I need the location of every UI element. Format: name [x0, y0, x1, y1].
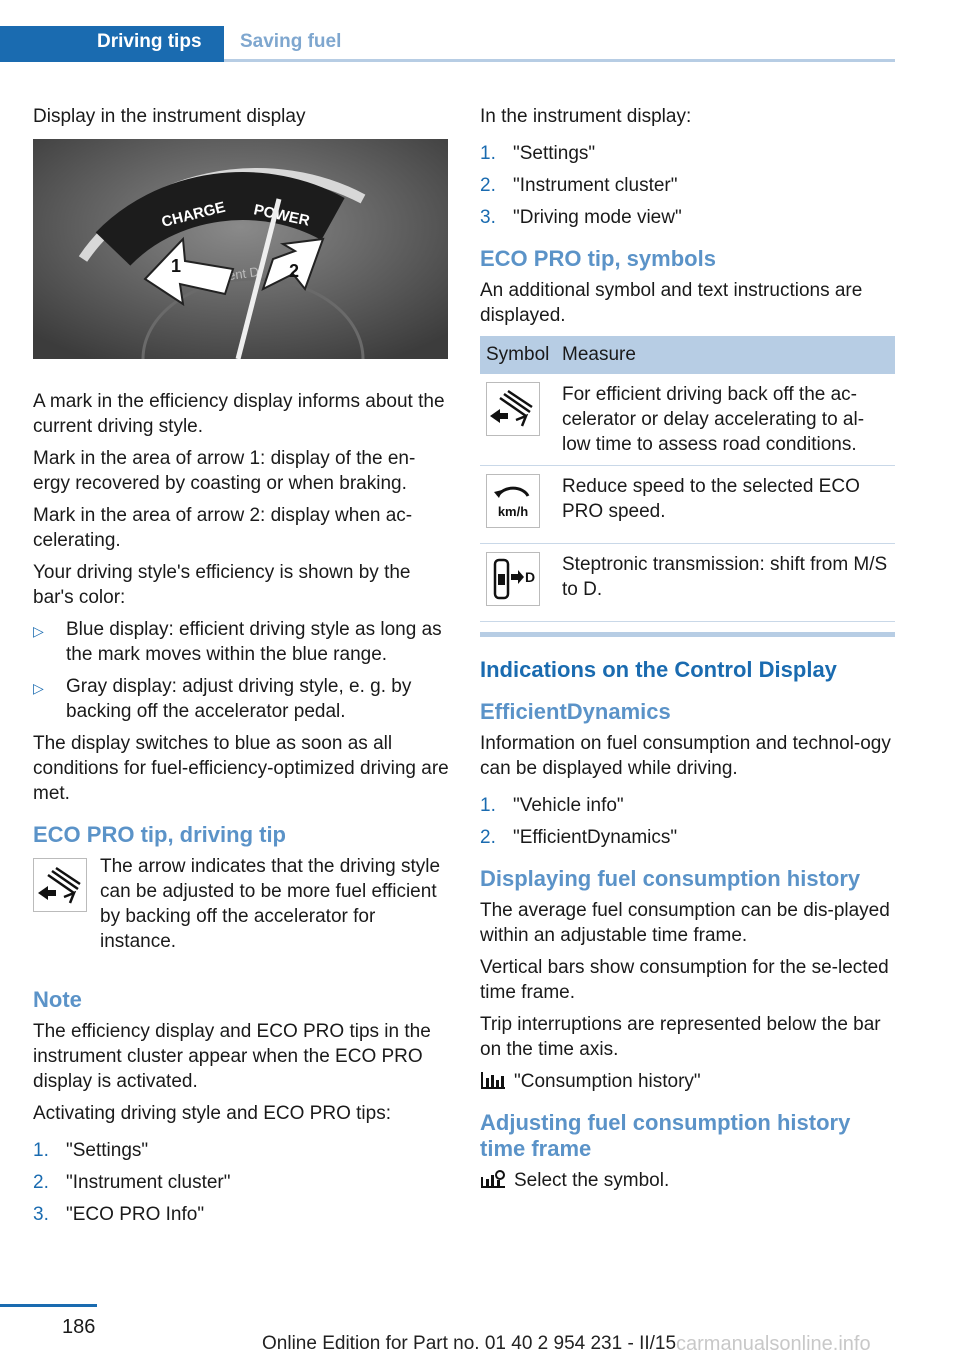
table-cell-measure: Steptronic transmission: shift from M/S to D.	[556, 544, 895, 622]
header-tab-saving-fuel[interactable]: Saving fuel	[240, 31, 342, 52]
heading-eco-pro-symbols: ECO PRO tip, symbols	[480, 246, 716, 271]
arrow-1-label: 1	[171, 256, 182, 276]
page-number: 186	[62, 1316, 96, 1338]
table-header-row	[480, 336, 895, 374]
gauge-intro: Display in the instrument display	[33, 106, 306, 127]
color-bullet-list	[33, 617, 449, 724]
table-header-measure: Measure	[556, 336, 895, 374]
list-item: 2. "Instrument cluster"	[33, 1172, 231, 1193]
reduce-speed-kmh-icon	[486, 474, 540, 528]
paragraph: The efficiency display and ECO PRO tips in the instrument cluster appear when the ECO PRO display is activated.	[33, 1021, 431, 1092]
driving-tip-block	[33, 854, 449, 961]
paragraph: Your driving style's efficiency is shown by the bar's color:	[33, 562, 411, 608]
watermark: carmanualsonline.info	[676, 1333, 871, 1355]
section-end-rule	[480, 632, 895, 637]
paragraph: Trip interruptions are represented below the bar on the time axis.	[480, 1014, 881, 1060]
table-header-symbol: Symbol	[480, 336, 556, 374]
list-item: ▷ Blue display: efficient driving style as long as the mark moves within the blue range.	[33, 619, 442, 665]
left-column	[33, 104, 449, 1241]
paragraph: A mark in the efficiency display informs about the current driving style.	[33, 391, 445, 437]
paragraph: An additional symbol and text instructions are displayed.	[480, 280, 863, 326]
arrow-2-label: 2	[289, 261, 300, 281]
paragraph: Mark in the area of arrow 2: display when ac‐celerating.	[33, 505, 413, 551]
foot-off-pedal-icon	[486, 382, 540, 436]
page-number-rule	[0, 1304, 97, 1307]
header-tab-driving-tips[interactable]: Driving tips	[97, 31, 202, 52]
heading-adjust-time-frame: Adjusting fuel consumption history time frame	[480, 1110, 851, 1161]
heading-note: Note	[33, 987, 82, 1012]
table-cell-measure: Reduce speed to the selected ECO PRO speed.	[556, 466, 895, 544]
efficient-dynamics-steps	[480, 793, 896, 850]
header-rule	[224, 59, 895, 62]
activation-steps	[33, 1138, 449, 1227]
adjust-instruction: Select the symbol.	[480, 1168, 896, 1193]
heading-eco-pro-tip: ECO PRO tip, driving tip	[33, 822, 286, 847]
consumption-history-menu: "Consumption history"	[480, 1069, 896, 1094]
gauge-label-charge: CHARGE	[159, 198, 228, 231]
table-row	[480, 544, 895, 622]
foot-off-pedal-icon	[33, 858, 87, 912]
symbol-table	[480, 336, 895, 622]
paragraph: The average fuel consumption can be dis‐played within an adjustable time frame.	[480, 900, 890, 946]
table-cell-measure: For efficient driving back off the ac‐celerator or delay accelerating to al‐low time to assess road conditions.	[556, 374, 895, 466]
edition-footer: Online Edition for Part no. 01 40 2 954 231 - II/15	[262, 1333, 677, 1354]
list-item: 1. "Vehicle info"	[480, 795, 624, 816]
triangle-bullet-icon: ▷	[33, 623, 44, 639]
table-row	[480, 374, 895, 466]
list-item: 3. "ECO PRO Info"	[33, 1204, 205, 1225]
display-steps	[480, 141, 896, 230]
list-item: 2. "Instrument cluster"	[480, 175, 678, 196]
list-item: 3. "Driving mode view"	[480, 207, 682, 228]
right-column	[480, 104, 896, 1200]
paragraph: Mark in the area of arrow 1: display of the en‐ergy recovered by coasting or when braking.	[33, 448, 416, 494]
paragraph: Information on fuel consumption and technol‐ogy can be displayed while driving.	[480, 733, 891, 779]
paragraph: Vertical bars show consumption for the se‐lected time frame.	[480, 957, 889, 1003]
bar-chart-icon	[480, 1070, 506, 1090]
kmh-label: km/h	[497, 504, 529, 519]
efficiency-gauge-photo	[33, 139, 448, 359]
table-row	[480, 466, 895, 544]
list-item: ▷ Gray display: adjust driving style, e. g. by backing off the accelerator pedal.	[33, 676, 412, 722]
list-item: 1. "Settings"	[33, 1140, 149, 1161]
gear-shift-icon	[486, 552, 540, 606]
list-item: 2. "EfficientDynamics"	[480, 827, 678, 848]
gear-d-label: D	[524, 569, 536, 585]
gauge-label-power: POWER	[252, 201, 312, 230]
gauge-label-efficient: D	[248, 263, 260, 281]
triangle-bullet-icon: ▷	[33, 680, 44, 696]
paragraph: Activating driving style and ECO PRO tips:	[33, 1103, 391, 1124]
paragraph: In the instrument display:	[480, 106, 692, 127]
paragraph: The display switches to blue as soon as all conditions for fuel-efficiency-optimized driving are met.	[33, 733, 449, 804]
heading-consumption-history: Displaying fuel consumption history	[480, 866, 861, 891]
list-item: 1. "Settings"	[480, 143, 596, 164]
driving-tip-text: The arrow indicates that the driving style can be adjusted to be more fuel efficient by backing off the accelerator for instance.	[100, 856, 441, 952]
heading-efficient-dynamics: EfficientDynamics	[480, 699, 671, 724]
time-frame-chart-icon	[480, 1169, 506, 1189]
heading-control-display: Indications on the Control Display	[480, 657, 837, 682]
